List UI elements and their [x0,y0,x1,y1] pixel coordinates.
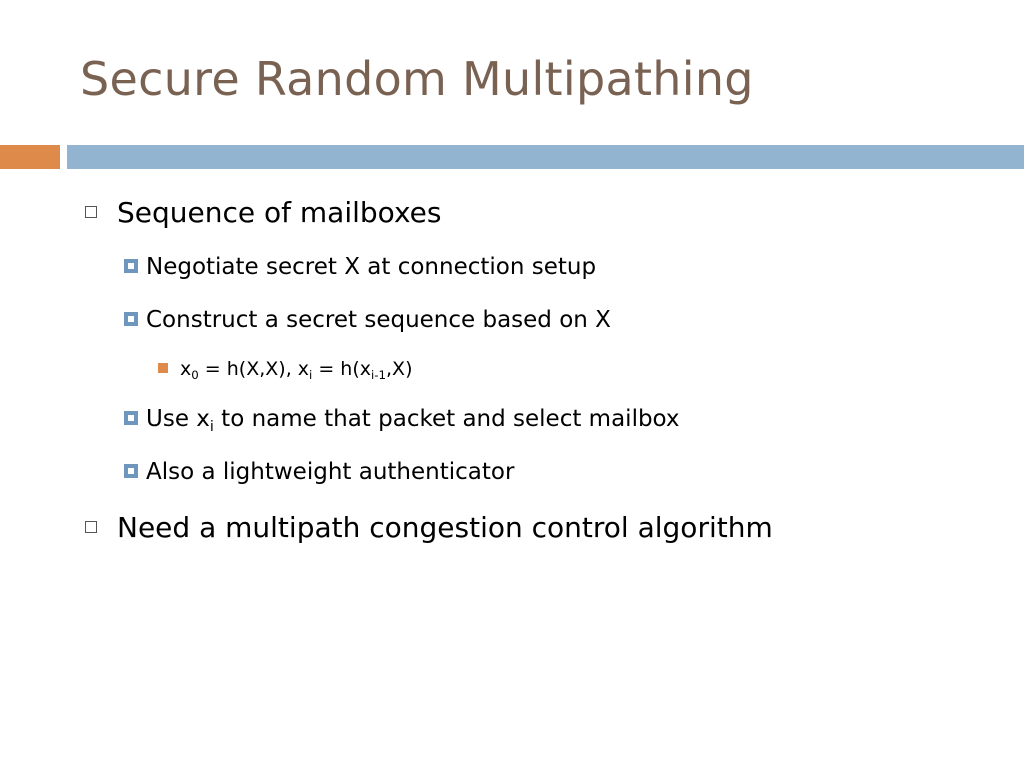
formula-eq2: = h(x [312,358,371,380]
sub-bullet-item [124,303,611,337]
sub-sub-bullet-item [158,355,412,383]
hollow-square-icon [85,521,97,533]
sub-bullet-item [124,250,596,284]
bullet-text: Sequence of mailboxes [117,196,442,229]
formula-x: x [180,358,192,380]
sub-bullet-text: Construct a secret sequence based on X [146,307,611,333]
sub-bullet-item [124,402,680,436]
use-xi-pre: Use x [146,406,210,432]
bullet-text: Need a multipath congestion control algorithm [117,511,773,544]
sub-bullet-text: Also a lightweight authenticator [146,459,515,485]
sub-bullet-item [124,455,514,489]
use-xi-post: to name that packet and select mailbox [213,406,680,432]
formula-sub-i: i [309,368,313,383]
formula-eq1: = h(X,X), x [198,358,310,380]
slide-title: Secure Random Multipathing [80,52,754,106]
blue-framed-square-icon [124,259,138,273]
formula-text [180,358,413,383]
formula-end: ,X) [386,358,413,380]
orange-square-icon [158,363,168,373]
blue-framed-square-icon [124,464,138,478]
formula-sub-i-minus-1: i-1 [371,368,387,383]
use-xi-sub: i [209,418,214,435]
blue-framed-square-icon [124,411,138,425]
hollow-square-icon [85,206,97,218]
bullet-item [80,508,773,548]
sub-bullet-text [146,406,680,435]
bullet-item [80,193,441,233]
blue-framed-square-icon [124,312,138,326]
formula-sub-0: 0 [191,368,199,383]
sub-bullet-text: Negotiate secret X at connection setup [146,254,597,280]
